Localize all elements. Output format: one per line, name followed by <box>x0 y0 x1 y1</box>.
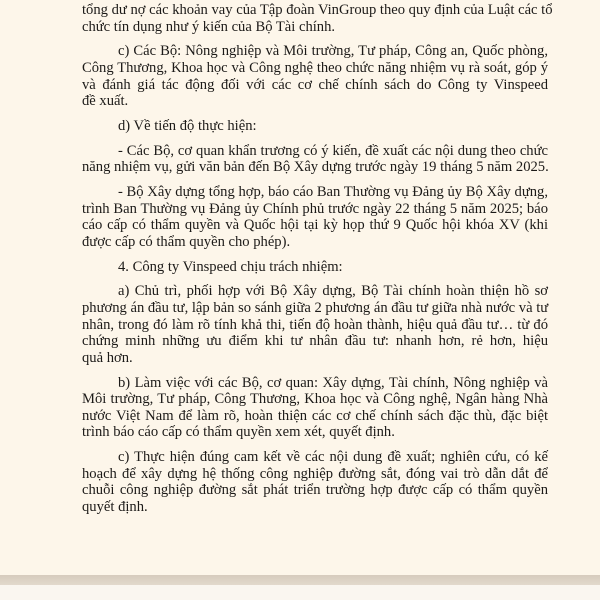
paragraph <box>82 449 548 515</box>
paragraph <box>82 43 548 109</box>
paragraph <box>82 118 548 135</box>
paragraph <box>82 143 548 176</box>
text-line: cáo cấp có thẩm quyền và Quốc hội tại kỳ họp thứ 9 Quốc hội khóa XV (khi <box>82 217 548 234</box>
text-line: hoạch để xây dựng hệ thống công nghiệp đường sắt, đóng vai trò dẫn dắt để <box>82 465 548 482</box>
text-line: trình báo cáo cấp có thẩm quyền xem xét, quyết định. <box>82 424 395 441</box>
text-line: a) Chủ trì, phối hợp với Bộ Xây dựng, Bộ Tài chính hoàn thiện hồ sơ <box>118 283 548 300</box>
text-line: b) Làm việc với các Bộ, cơ quan: Xây dựng, Tài chính, Nông nghiệp và <box>118 374 548 391</box>
text-line: 4. Công ty Vinspeed chịu trách nhiệm: <box>118 258 343 275</box>
text-line: Công Thương, Khoa học và Công nghệ theo chức năng nhiệm vụ rà soát, góp ý <box>82 59 548 76</box>
text-line: quyết định. <box>82 498 148 515</box>
text-line: c) Các Bộ: Nông nghiệp và Môi trường, Tư pháp, Công an, Quốc phòng, <box>118 43 548 60</box>
text-line: được cấp có thẩm quyền cho phép). <box>82 233 291 250</box>
paragraph <box>82 259 548 276</box>
text-line: năng nhiệm vụ, gửi văn bản đến Bộ Xây dựng trước ngày 19 tháng 5 năm 2025. <box>82 159 549 176</box>
page-separator <box>0 575 600 585</box>
text-line: tổng dư nợ các khoản vay của Tập đoàn VinGroup theo quy định của Luật các tổ <box>82 2 553 18</box>
paragraph <box>82 2 553 35</box>
text-line: nước Việt Nam để làm rõ, hoàn thiện các cơ chế chính sách đặc thù, đặc biệt <box>82 407 548 424</box>
text-line: chuỗi công nghiệp đường sắt phát triển trường hợp được cấp có thẩm quyền <box>82 482 548 499</box>
text-line: chứng minh những ưu điểm khi tư nhân đầu tư: nhanh hơn, rẻ hơn, hiệu <box>82 333 548 350</box>
paragraph <box>82 283 548 366</box>
text-line: - Các Bộ, cơ quan khẩn trương có ý kiến, đề xuất các nội dung theo chức <box>118 142 548 159</box>
text-line: c) Thực hiện đúng cam kết về các nội dung đề xuất; nghiên cứu, có kế <box>118 449 548 466</box>
paragraph <box>82 184 548 250</box>
text-line: quả hơn. <box>82 349 133 366</box>
text-line: trình Ban Thường vụ Đảng ủy Chính phủ trước ngày 22 tháng 5 năm 2025; báo <box>82 200 548 217</box>
text-line: Môi trường, Tư pháp, Công Thương, Khoa học và Công nghệ, Ngân hàng Nhà <box>82 391 548 408</box>
text-line: đề xuất. <box>82 93 129 110</box>
text-line: và đánh giá tác động đối với các cơ chế chính sách do Công ty Vinspeed <box>82 76 548 93</box>
next-page-edge <box>0 585 600 600</box>
paragraph <box>82 375 548 441</box>
text-line: nhân, trong đó làm rõ tính khả thi, tiến độ hoàn thành, hiệu quả đầu tư… từ đó <box>82 316 548 333</box>
text-line: chức tín dụng như ý kiến của Bộ Tài chính. <box>82 18 336 35</box>
text-line: phương án đầu tư, lập bản so sánh giữa 2 phương án đầu tư giữa nhà nước và tư <box>82 300 549 317</box>
document-body <box>82 2 553 524</box>
text-line: - Bộ Xây dựng tổng hợp, báo cáo Ban Thường vụ Đảng ủy Bộ Xây dựng, <box>118 184 548 201</box>
text-line: d) Về tiến độ thực hiện: <box>118 117 257 134</box>
